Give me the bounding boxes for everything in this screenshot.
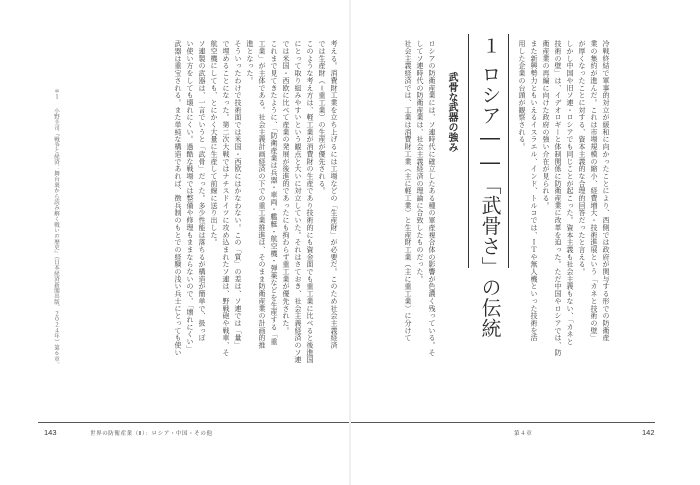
chapter-number: １ (479, 36, 501, 55)
body-line: また新興勢力ともいえるイスラエル、インド、トルコでは、ＩＴや無人機といった技術を活 (530, 40, 538, 342)
body-line: い使い方をしても壊れにくい。過酷な戦場では整備や修理もままならないので、「壊れにくい」 (186, 40, 194, 353)
body-line: 衛産業の再編に向けた政府の強い介在が見られる。 (542, 40, 550, 210)
body-line: 業の集約が進んだ。これは市場規模の縮小、経費増大・技術進展という「カネと技術の壁」 (590, 40, 598, 342)
chapter-title: ロシア――「武骨さ」の伝統 (478, 64, 502, 339)
page-gutter (349, 0, 351, 485)
page-number: 142 (642, 428, 655, 437)
body-line: このような考え方は、軽工業が消費財の生産であり技術的にも資金面でも重工業に比べると後進国 (306, 40, 314, 364)
body-line: ソ連製の武器は、一言でいうと「武骨」だった。多少性能は落ちるが構造が簡単で、扱っぽ (198, 40, 206, 342)
body-line: 社会主義経済では、工業は消費財工業（主に軽工業）と生産財工業（主に重工業）に分けて (404, 40, 412, 342)
body-line: 考える。消費財工業を立ち上げるには工場などの「生産財」が必要だ。このため社会主義経済 (330, 40, 338, 349)
footnote: 小野圭司『戦争と経済：舞台裏から読み解く戦いの歴史』（日本経済新聞出版、２０２４年）第６章。 (53, 108, 59, 368)
body-line: これまで見てきたように、「防衛産業は兵器・車両・艦艇・航空機・弾薬などを生産する「重 (270, 40, 278, 346)
running-head: 世界の防衛産業（Ⅱ）：ロシア・中国・その他 (90, 431, 213, 437)
body-line: で埋めることになった。第二次大戦ではナチスドイツに攻め込まれたソ連は、野戦砲や戦車、そ (222, 40, 230, 357)
section-heading: 武骨な武器の強み (446, 72, 457, 152)
body-line: しかし中国や旧ソ連・ロシアでも同じことが起こった。資本主義も社会主義もない、「カネと (566, 40, 574, 346)
footer-rule (351, 422, 655, 423)
body-line: 航空機にしても、とにかく大量に生産して前線に送り出した。 (210, 40, 218, 246)
body-line: では米国・西欧に比べて産業の発展が後進的であったにも拘わらず重工業が優先された。 (282, 40, 290, 334)
body-line: にとって取り組みやすいという観点と大いに対立していた。それはさておき、社会主義経済のソ連 (294, 40, 302, 364)
body-line: では生産財（＝重工業）の生産が優先される。 (318, 40, 326, 195)
footnote-mark: ＊１ (53, 88, 59, 100)
body-line: 冷戦終結で軍事的対立が緩和に向かったことにより、西側では政府が関与する形での防衛産 (602, 40, 610, 342)
chapter-rule (508, 34, 509, 268)
body-line: ロシアの防衛産業には、ソ連時代に確立したある種の軍産複合体の影響が色濃く残っている。そ (428, 40, 436, 357)
body-line: 技術の壁」は、イデオロギーと体制関係に防衛産業に改革を迫った。ただ中国やロシアでは、防 (554, 40, 562, 357)
chapter-rule (468, 34, 469, 268)
body-line: そういったわけで技術面では米国・西欧にはかなわない。この「質」の差は、ソ連では「量」 (234, 40, 242, 349)
body-line: 武器は重宝される。また単純な構造であれば、徴兵制のもとでの経験の浅い兵士にとっても使い (174, 40, 182, 357)
body-line: してソ連時代の防衛産業は、社会主義経済の理論に合致したものだった。 (416, 40, 424, 283)
footer-rule (38, 422, 349, 423)
page-number: 143 (44, 428, 57, 437)
body-line: 工業」が主体である。社会主義計画経済の下での重工業推進は、そのまま防衛産業の計画的推 (258, 40, 266, 349)
running-head: 第４章 (514, 431, 533, 437)
body-line: 進となった。 (246, 40, 254, 85)
body-line: が厚くなったことに対する、資本主義的な合理的回答だったと言える。 (578, 40, 586, 276)
body-line: 用した企業の台頭が観察される。 (518, 40, 526, 151)
